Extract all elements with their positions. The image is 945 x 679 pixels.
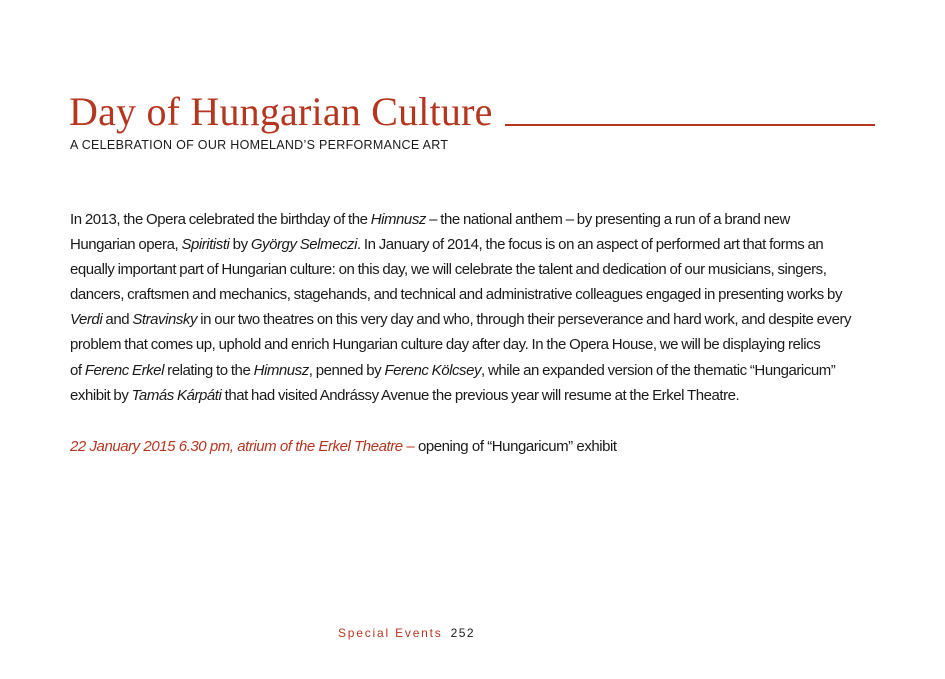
- title-rule: [505, 124, 875, 126]
- body-text: by: [229, 236, 251, 254]
- body-text: exhibit by: [70, 386, 132, 404]
- body-text: , while an expanded version of the thematic “Hungaricum”: [481, 361, 836, 379]
- body-line-6: problem that comes up, uphold and enrich Hungarian culture day after day. In the Opera House, we will be displaying relics: [70, 336, 821, 354]
- body-line-3: equally important part of Hungarian culture: on this day, we will celebrate the talent and dedication of our musicians, singers,: [70, 261, 827, 279]
- body-italic: György Selmeczi: [250, 236, 357, 254]
- body-line-1: [70, 207, 885, 232]
- body-text: in our two theatres on this very day and who, through their perseverance and hard work, and despite every: [197, 311, 852, 329]
- body-text: of: [70, 361, 85, 379]
- body-italic: Himnusz: [253, 361, 309, 379]
- body-italic: Spiritisti: [181, 236, 230, 254]
- event-line: [70, 434, 617, 459]
- body-paragraph: [70, 207, 885, 408]
- body-line-4: dancers, craftsmen and mechanics, stagehands, and technical and administrative colleagues engaged in presenting works by: [70, 286, 842, 304]
- body-line-5: [70, 307, 885, 332]
- body-text: , penned by: [308, 361, 385, 379]
- title-row: [69, 88, 875, 134]
- body-text: . In January of 2014, the focus is on an aspect of performed art that forms an: [356, 236, 824, 254]
- body-text: In 2013, the Opera celebrated the birthday of the: [70, 211, 371, 228]
- event-description: opening of “Hungaricum” exhibit: [414, 438, 617, 455]
- body-italic: Tamás Kárpáti: [131, 386, 222, 404]
- body-text: relating to the: [163, 361, 254, 379]
- body-italic: Ferenc Kölcsey: [384, 361, 482, 379]
- page-footer: [338, 626, 475, 640]
- body-italic: Stravinsky: [132, 311, 198, 329]
- body-italic: Verdi: [70, 311, 103, 329]
- event-date-location: 22 January 2015 6.30 pm, atrium of the Erkel Theatre –: [70, 438, 415, 455]
- body-line-7: [70, 358, 885, 383]
- body-text: Hungarian opera,: [70, 236, 182, 254]
- page-subtitle: A CELEBRATION OF OUR HOMELAND’S PERFORMANCE ART: [70, 138, 449, 152]
- footer-section-label: Special Events: [338, 626, 443, 640]
- body-text: and: [102, 311, 133, 329]
- body-text: that had visited Andrássy Avenue the previous year will resume at the Erkel Theatre.: [221, 386, 740, 404]
- body-line-8: [70, 383, 885, 408]
- body-italic: Ferenc Erkel: [84, 361, 164, 379]
- page-number: 252: [450, 626, 476, 640]
- body-italic: Himnusz: [370, 211, 426, 228]
- body-text: – the national anthem – by presenting a run of a brand new: [425, 211, 790, 228]
- body-line-2: [70, 232, 885, 257]
- page-title: Day of Hungarian Culture: [69, 89, 493, 134]
